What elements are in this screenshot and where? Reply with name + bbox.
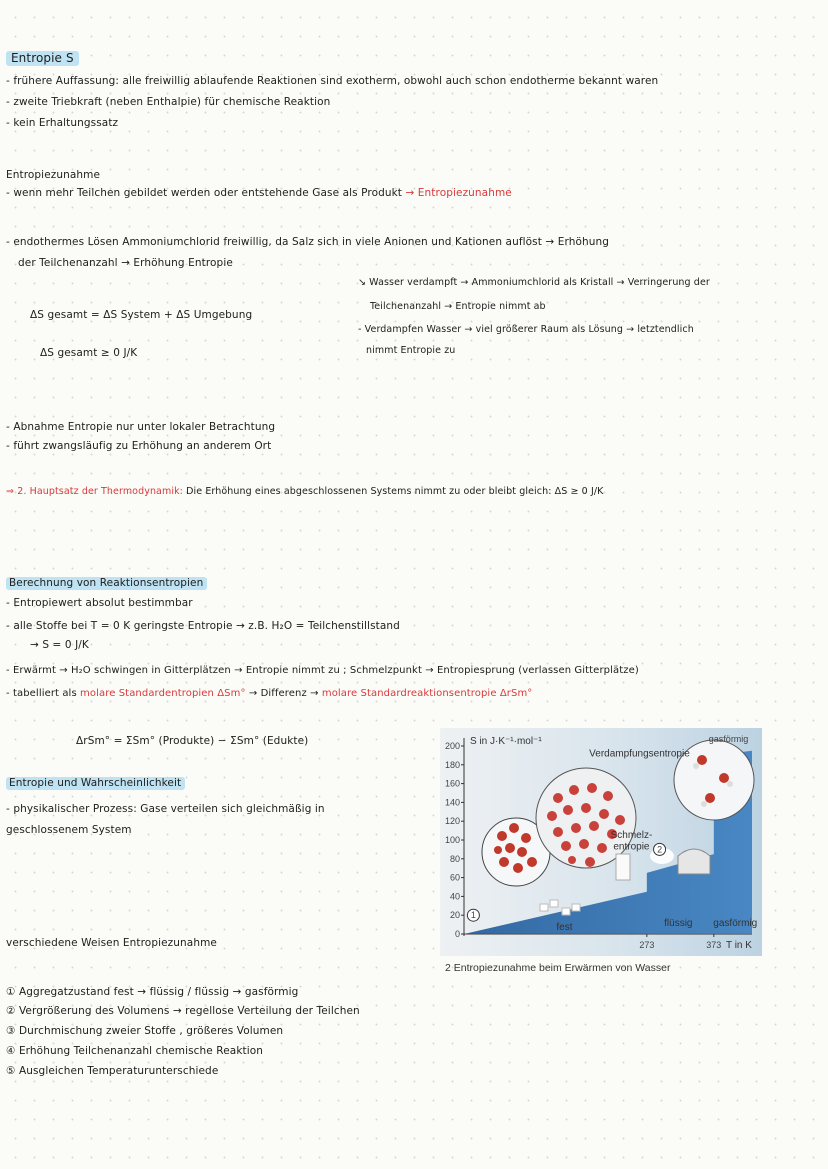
y-tick-label: 160 <box>444 778 460 789</box>
entropy-figure <box>440 728 762 956</box>
note-line: - zweite Triebkraft (neben Enthalpie) für chemische Reaktion <box>6 96 331 108</box>
note-line: - alle Stoffe bei T = 0 K geringste Entropie → z.B. H₂O = Teilchenstillstand <box>6 620 400 632</box>
law-title: 2. Hauptsatz der Thermodynamik: <box>17 486 183 497</box>
note-line: - tabelliert als molare Standardentropien ΔSm° → Differenz → molare Standardreaktionsentropie ΔrSm° <box>6 688 533 699</box>
note-line: geschlossenem System <box>6 824 132 836</box>
x-tick-label: 373 <box>706 940 722 950</box>
y-tick-label: 40 <box>449 891 460 902</box>
y-tick-label: 180 <box>444 759 460 770</box>
entropy-chart <box>440 728 762 956</box>
section-title-wahrscheinlichkeit: Entropie und Wahrscheinlichkeit <box>6 776 185 790</box>
y-tick-label: 0 <box>454 929 460 939</box>
figure-caption: 2 Entropiezunahme beim Erwärmen von Wasser <box>445 962 671 974</box>
section-title-berechnung: Berechnung von Reaktionsentropien <box>6 576 207 590</box>
y-tick-label: 120 <box>444 816 460 827</box>
water-glass-icon <box>616 854 630 880</box>
phase-label-gasfoermig: gasförmig <box>713 918 758 929</box>
ways-title: verschiedene Weisen Entropiezunahme <box>6 937 217 949</box>
note-line: - Entropiewert absolut bestimmbar <box>6 597 193 609</box>
law-line: ⇒ 2. Hauptsatz der Thermodynamik: Die Erhöhung eines abgeschlossenen Systems nimmt zu oder bleibt gleich: ΔS ≥ 0 J/K <box>6 486 604 497</box>
marker-2-label: 2 <box>657 844 663 855</box>
note-line: der Teilchenanzahl → Erhöhung Entropie <box>18 257 233 269</box>
note-line: Teilchenanzahl → Entropie nimmt ab <box>370 301 546 312</box>
list-item: ③ Durchmischung zweier Stoffe , größeres Volumen <box>6 1025 284 1037</box>
note-line: - frühere Auffassung: alle freiwillig ablaufende Reaktionen sind exotherm, obwohl auch schon endotherme bekannt waren <box>6 75 659 87</box>
formula-delta-s-ineq: ΔS gesamt ≥ 0 J/K <box>40 347 138 359</box>
highlight-red: molare Standardreaktionsentropie ΔrSm° <box>321 688 533 699</box>
note-line: - physikalischer Prozess: Gase verteilen sich gleichmäßig in <box>6 803 325 815</box>
formula-delta-s-gesamt: ΔS gesamt = ΔS System + ΔS Umgebung <box>30 309 253 321</box>
note-line: ↘ Wasser verdampft → Ammoniumchlorid als Kristall → Verringerung der <box>358 277 710 288</box>
phase-label-gas-top: gasförmig <box>708 734 749 744</box>
phase-label-fluessig: flüssig <box>664 918 693 929</box>
list-item: ④ Erhöhung Teilchenanzahl chemische Reaktion <box>6 1045 264 1057</box>
note-line: - wenn mehr Teilchen gebildet werden oder entstehende Gase als Produkt → Entropiezunahme <box>6 187 512 199</box>
marker-1-label: 1 <box>470 910 476 921</box>
highlight-red: molare Standardentropien ΔSm° <box>80 688 246 699</box>
note-line: - Erwärmt → H₂O schwingen in Gitterplätzen → Entropie nimmt zu ; Schmelzpunkt → Entropiesprung (verlassen Gitterplätze) <box>6 665 639 676</box>
note-line: - Abnahme Entropie nur unter lokaler Betrachtung <box>6 421 276 433</box>
section-title-entropie: Entropie S <box>6 51 79 65</box>
y-tick-label: 100 <box>444 835 460 845</box>
list-item: ① Aggregatzustand fest → flüssig / flüssig → gasförmig <box>6 986 299 998</box>
formula-reaktionsentropie: ΔrSm° = ΣSm° (Produkte) − ΣSm° (Edukte) <box>76 735 309 747</box>
section-title-entropiezunahme: Entropiezunahme <box>6 169 101 181</box>
list-item: ⑤ Ausgleichen Temperaturunterschiede <box>6 1065 219 1077</box>
kettle-icon <box>678 849 710 874</box>
y-tick-label: 200 <box>444 741 460 751</box>
label-schmelzentropie-1: Schmelz- <box>610 830 653 842</box>
y-tick-label: 20 <box>449 910 460 921</box>
y-axis-label: S in J·K⁻¹·mol⁻¹ <box>470 736 542 747</box>
note-line: - Verdampfen Wasser → viel größerer Raum als Lösung → letztendlich <box>358 324 694 335</box>
x-tick-label: 273 <box>639 940 655 950</box>
phase-label-fest: fest <box>556 922 573 933</box>
note-line: → S = 0 J/K <box>30 639 89 651</box>
highlight-red: → Entropiezunahme <box>405 187 512 199</box>
note-line: - kein Erhaltungssatz <box>6 117 119 129</box>
label-schmelzentropie-2: entropie <box>613 841 650 853</box>
y-tick-label: 80 <box>449 853 460 864</box>
x-axis-label: T in K <box>726 940 752 951</box>
y-tick-label: 60 <box>449 872 460 883</box>
list-item: ② Vergrößerung des Volumens → regellose Verteilung der Teilchen <box>6 1005 360 1017</box>
note-line: nimmt Entropie zu <box>366 345 456 356</box>
note-line: - führt zwangsläufig zu Erhöhung an anderem Ort <box>6 440 272 452</box>
label-verdampfungsentropie: Verdampfungsentropie <box>589 748 690 760</box>
y-tick-label: 140 <box>444 797 460 808</box>
note-line: - endothermes Lösen Ammoniumchlorid freiwillig, da Salz sich in viele Anionen und Kationen auflöst → Erhöhung <box>6 236 610 248</box>
